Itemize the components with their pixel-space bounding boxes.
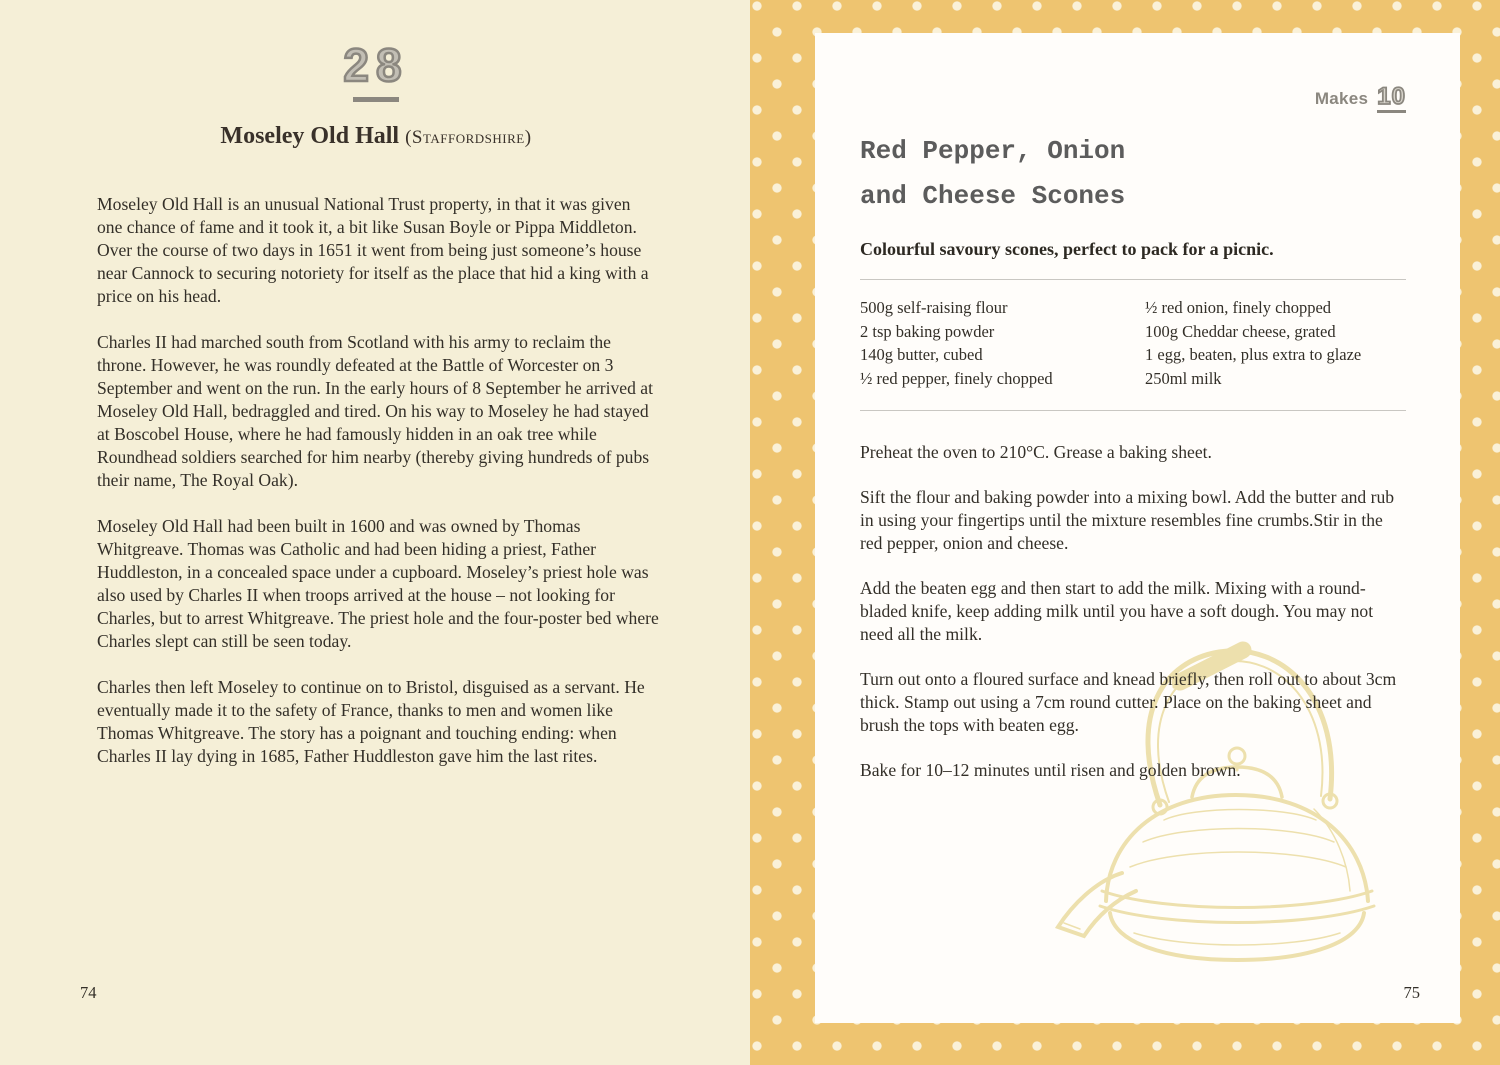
ingredient-item: 500g self-raising flour xyxy=(860,298,1008,317)
chapter-divider-rule xyxy=(353,97,399,102)
method-paragraph: Bake for 10–12 minutes until risen and golden brown. xyxy=(860,760,1241,780)
ingredients-column-1 xyxy=(860,296,1145,390)
ingredient-item: 1 egg, beaten, plus extra to glaze xyxy=(1145,345,1362,364)
recipe-title-line2: and Cheese Scones xyxy=(860,181,1126,211)
ingredients-column-2 xyxy=(1145,296,1406,390)
recipe-card xyxy=(815,33,1460,1023)
ingredients-divider-bottom xyxy=(860,410,1406,411)
method-paragraph: Turn out onto a floured surface and knead briefly, then roll out to about 3cm thick. Stamp out using a 7cm round cutter. Place on the baking sheet and brush the tops with beaten egg. xyxy=(860,669,1397,735)
chapter-number: 28 xyxy=(343,39,409,91)
method-paragraph: Preheat the oven to 210°C. Grease a baking sheet. xyxy=(860,442,1212,462)
method-paragraph: Add the beaten egg and then start to add the milk. Mixing with a round-bladed knife, keep adding milk until you have a soft dough. You may not need all the milk. xyxy=(860,578,1374,644)
page-number-right: 75 xyxy=(1403,983,1420,1002)
recipe-subtitle: Colourful savoury scones, perfect to pack for a picnic. xyxy=(860,239,1274,259)
method-section xyxy=(860,441,1406,804)
ingredient-item: ½ red onion, finely chopped xyxy=(1145,298,1332,317)
makes-label: Makes xyxy=(1314,89,1369,108)
ingredient-item: ½ red pepper, finely chopped xyxy=(860,368,1053,388)
makes-value: 10 xyxy=(1377,85,1406,113)
ingredient-item: 250ml milk xyxy=(1145,368,1222,388)
story-text xyxy=(97,193,659,791)
recipe-title xyxy=(860,129,1125,219)
story-paragraph: Moseley Old Hall is an unusual National Trust property, in that it was given one chance of fame and it took it, a bit like Susan Boyle or Pippa Middleton. Over the course of two days in 1651 it went from being just someone’s house near Cannock to securing notoriety for itself as the place that hid a king with a price on his head. xyxy=(97,194,649,306)
ingredients-list xyxy=(860,296,1406,390)
method-paragraph: Sift the flour and baking powder into a mixing bowl. Add the butter and rub in using your fingertips until the mixture resembles fine crumbs.Stir in the red pepper, onion and cheese. xyxy=(860,487,1395,553)
ingredient-item: 2 tsp baking powder xyxy=(860,321,995,341)
makes-line xyxy=(1315,85,1406,113)
chapter-header xyxy=(95,40,657,150)
ingredient-item: 100g Cheddar cheese, grated xyxy=(1145,321,1336,341)
recipe-title-line1: Red Pepper, Onion xyxy=(860,136,1126,166)
right-book-page xyxy=(750,0,1500,1065)
story-paragraph: Moseley Old Hall had been built in 1600 and was owned by Thomas Whitgreave. Thomas was Catholic and had been hiding a priest, Father Huddleston, in a concealed space under a cupboard. Moseley’s priest hole was also used by Charles II when troops arrived at the house – not looking for Charles, but to arrest Whitgreave. The priest hole and the four-poster bed where Charles slept can still be seen today. xyxy=(97,516,659,651)
chapter-title-text: Moseley Old Hall xyxy=(220,123,400,149)
ingredient-item: 140g butter, cubed xyxy=(860,345,983,364)
ingredients-divider-top xyxy=(860,279,1406,280)
chapter-region-label: (Staffordshire) xyxy=(405,127,532,148)
chapter-title xyxy=(95,123,657,150)
story-paragraph: Charles then left Moseley to continue on to Bristol, disguised as a servant. He eventually made it to the safety of France, thanks to men and women like Thomas Whitgreave. The story has a poignant and touching ending: when Charles II lay dying in 1685, Father Huddleston gave him the last rites. xyxy=(97,677,645,766)
page-number-left: 74 xyxy=(80,983,97,1002)
story-paragraph: Charles II had marched south from Scotland with his army to reclaim the throne. However, he was roundly defeated at the Battle of Worcester on 3 September and went on the run. In the early hours of 8 September he arrived at Moseley Old Hall, bedraggled and tired. On his way to Moseley he had stayed at Boscobel House, where he had famously hidden in an oak tree while Roundhead soldiers searched for him nearby (thereby giving hundreds of pubs their name, The Royal Oak). xyxy=(97,332,653,490)
